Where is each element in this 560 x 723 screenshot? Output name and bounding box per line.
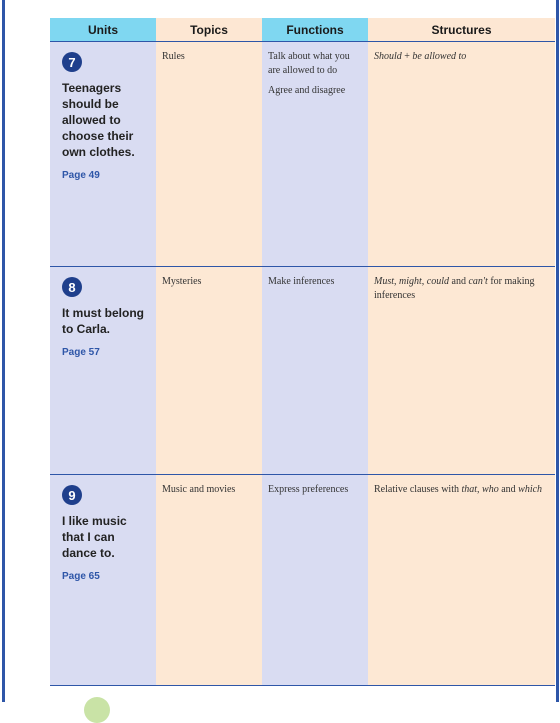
unit-row-8 — [50, 267, 555, 475]
unit-row-7 — [50, 42, 555, 267]
function-text: Agree and disagree — [268, 85, 346, 96]
structure-segment: Must — [374, 276, 394, 287]
unit-page-link[interactable]: Page 57 — [62, 347, 100, 358]
left-frame-rule — [2, 0, 5, 702]
unit-cell — [50, 42, 156, 266]
structures-cell — [368, 475, 555, 685]
header-structures: Structures — [368, 18, 555, 42]
structure-segment: Should — [374, 51, 402, 62]
topic-text: Music and movies — [162, 484, 236, 495]
unit-number-badge: 9 — [62, 485, 82, 505]
structure-segment: which — [518, 484, 543, 495]
structure-text — [374, 483, 549, 497]
unit-cell — [50, 267, 156, 474]
logo-circle-icon — [84, 697, 110, 723]
unit-title: Teenagers should be allowed to choose their own clothes. — [62, 81, 135, 159]
topic-cell — [156, 42, 262, 266]
unit-page-link[interactable]: Page 49 — [62, 170, 100, 181]
structure-segment: and — [449, 276, 469, 287]
structure-segment: might — [399, 276, 422, 287]
right-frame-rule — [556, 0, 559, 702]
topic-text: Mysteries — [162, 276, 202, 287]
functions-cell — [262, 267, 368, 474]
functions-cell — [262, 42, 368, 266]
function-text: Express preferences — [268, 484, 349, 495]
unit-page-link[interactable]: Page 65 — [62, 571, 100, 582]
topic-cell — [156, 475, 262, 685]
structure-segment: + — [401, 51, 413, 62]
structure-segment: that — [461, 484, 478, 495]
structure-segment: , — [394, 276, 399, 287]
contents-table — [50, 18, 555, 686]
header-functions: Functions — [262, 18, 368, 42]
function-text: Talk about what you are allowed to do — [268, 51, 350, 76]
structure-segment: for making inferences — [374, 276, 535, 301]
unit-number-badge: 7 — [62, 52, 82, 72]
unit-title: I like music that I can dance to. — [62, 514, 127, 560]
header-topics: Topics — [156, 18, 262, 42]
structure-text — [374, 50, 549, 64]
structure-segment: who — [482, 484, 499, 495]
structure-segment: , — [477, 484, 483, 495]
header-units: Units — [50, 18, 156, 42]
unit-title: It must belong to Carla. — [62, 306, 144, 336]
topic-text: Rules — [162, 51, 185, 62]
topic-cell — [156, 267, 262, 474]
functions-cell — [262, 475, 368, 685]
structure-segment: , — [421, 276, 427, 287]
structure-segment: Relative clauses with — [374, 484, 462, 495]
structures-cell — [368, 42, 555, 266]
structure-segment: could — [426, 276, 449, 287]
structure-segment: be allowed to — [412, 51, 467, 62]
structure-text — [374, 275, 549, 303]
unit-row-9 — [50, 475, 555, 686]
table-header — [50, 18, 555, 42]
structures-cell — [368, 267, 555, 474]
unit-cell — [50, 475, 156, 685]
unit-number-badge: 8 — [62, 277, 82, 297]
structure-segment: and — [498, 484, 519, 495]
function-text: Make inferences — [268, 276, 335, 287]
structure-segment: can't — [468, 276, 488, 287]
